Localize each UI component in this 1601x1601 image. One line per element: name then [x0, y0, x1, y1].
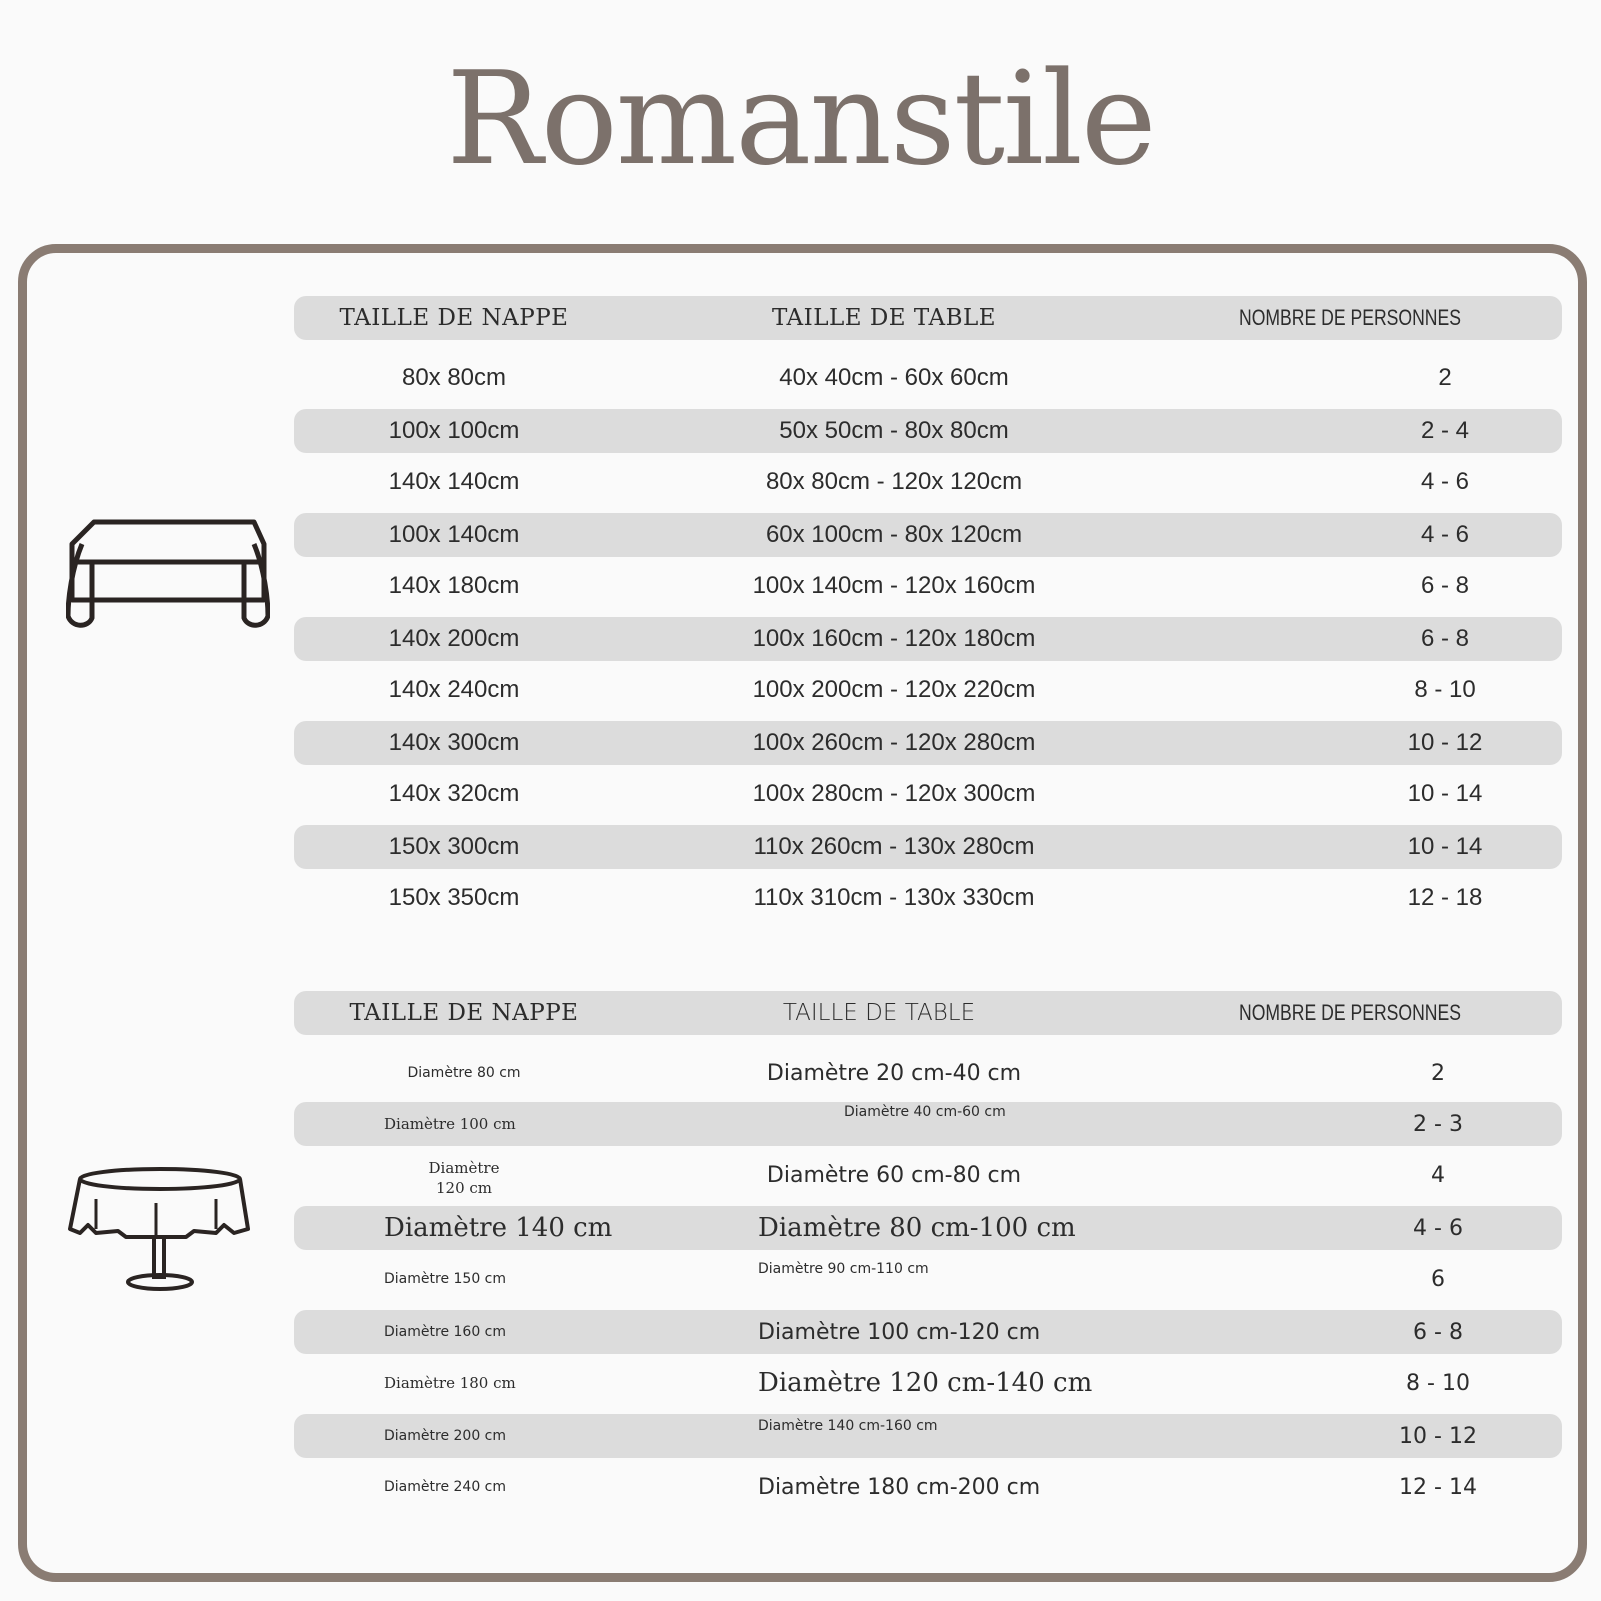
people-count-cell: 6: [1431, 1266, 1445, 1292]
tablecloth-size-cell: Diamètre 180 cm: [384, 1374, 516, 1392]
header-people-count: NOMBRE DE PERSONNES: [1239, 1000, 1461, 1025]
tablecloth-size-cell: 150x 300cm: [388, 833, 520, 860]
round-size-table: [294, 991, 1562, 1509]
rectangular-table-icon: [66, 518, 270, 630]
table-size-cell: Diamètre 40 cm-60 cm: [844, 1104, 1006, 1120]
table-size-cell: 60x 100cm - 80x 120cm: [765, 521, 1023, 548]
table-row: [294, 564, 1562, 608]
tablecloth-size-cell: Diamètre 200 cm: [384, 1428, 507, 1444]
people-count-cell: 6 - 8: [1420, 625, 1470, 652]
header-tablecloth-size: TAILLE DE NAPPE: [349, 1000, 579, 1026]
rectangular-size-table: [294, 296, 1562, 920]
people-count-cell: 10 - 12: [1399, 1423, 1477, 1449]
people-count-cell: 12 - 18: [1407, 884, 1483, 911]
table-size-cell: 100x 280cm - 120x 300cm: [752, 780, 1036, 807]
table-size-cell: Diamètre 80 cm-100 cm: [758, 1213, 1076, 1243]
table-header-row: [294, 991, 1562, 1035]
people-count-cell: 10 - 12: [1407, 729, 1483, 756]
tablecloth-size-cell: Diamètre 80 cm: [407, 1065, 521, 1081]
tablecloth-size-cell: Diamètre 140 cm: [384, 1213, 613, 1243]
table-size-cell: 110x 310cm - 130x 330cm: [753, 884, 1035, 911]
round-table-icon: [66, 1167, 252, 1295]
table-size-cell: 40x 40cm - 60x 60cm: [779, 364, 1009, 391]
table-row: [294, 1206, 1562, 1250]
people-count-cell: 12 - 14: [1399, 1474, 1477, 1500]
header-people-count: NOMBRE DE PERSONNES: [1239, 305, 1461, 330]
table-size-cell: 100x 260cm - 120x 280cm: [752, 729, 1036, 756]
tablecloth-size-cell: 140x 300cm: [388, 729, 520, 756]
table-row: [294, 1102, 1562, 1146]
tablecloth-size-cell: 80x 80cm: [401, 364, 507, 391]
table-size-cell: 80x 80cm - 120x 120cm: [765, 468, 1023, 495]
people-count-cell: 8 - 10: [1406, 1370, 1470, 1396]
table-size-cell: Diamètre 60 cm-80 cm: [766, 1162, 1022, 1188]
table-size-cell: 50x 50cm - 80x 80cm: [779, 417, 1009, 444]
table-size-cell: Diamètre 90 cm-110 cm: [758, 1261, 929, 1277]
table-row: [294, 1465, 1562, 1509]
table-header-row: [294, 296, 1562, 340]
table-size-cell: 100x 160cm - 120x 180cm: [752, 625, 1036, 652]
table-row: [294, 825, 1562, 869]
table-row: [294, 876, 1562, 920]
tablecloth-size-cell: Diamètre 240 cm: [384, 1479, 507, 1495]
table-row: [294, 1310, 1562, 1354]
tablecloth-size-cell: 140x 140cm: [388, 468, 520, 495]
table-size-cell: 110x 260cm - 130x 280cm: [753, 833, 1035, 860]
tablecloth-size-cell: 100x 100cm: [388, 417, 520, 444]
table-row: [294, 1153, 1562, 1197]
table-row: [294, 721, 1562, 765]
brand-logo: Romanstile: [446, 45, 1155, 194]
tablecloth-size-cell: 140x 180cm: [388, 572, 520, 599]
table-size-cell: Diamètre 100 cm-120 cm: [758, 1319, 1041, 1345]
tablecloth-size-cell: Diamètre 160 cm: [384, 1324, 507, 1340]
people-count-cell: 4 - 6: [1420, 521, 1470, 548]
header-tablecloth-size: TAILLE DE NAPPE: [339, 305, 569, 331]
header-table-size: TAILLE DE TABLE: [771, 305, 997, 331]
people-count-cell: 2: [1431, 1060, 1445, 1086]
table-row: [294, 772, 1562, 816]
tablecloth-size-cell: Diamètre 150 cm: [384, 1271, 507, 1287]
table-size-cell: Diamètre 120 cm-140 cm: [758, 1368, 1093, 1398]
table-row: [294, 1051, 1562, 1095]
table-size-cell: Diamètre 180 cm-200 cm: [758, 1474, 1041, 1500]
tablecloth-size-cell: 150x 350cm: [388, 884, 520, 911]
people-count-cell: 2 - 3: [1413, 1111, 1463, 1137]
tablecloth-size-cell: Diamètre 100 cm: [384, 1115, 516, 1133]
table-row: [294, 409, 1562, 453]
people-count-cell: 6 - 8: [1413, 1319, 1463, 1345]
people-count-cell: 8 - 10: [1414, 676, 1476, 703]
people-count-cell: 10 - 14: [1407, 833, 1483, 860]
tablecloth-size-cell: 140x 320cm: [388, 780, 520, 807]
table-size-cell: Diamètre 20 cm-40 cm: [766, 1060, 1022, 1086]
tablecloth-size-cell: Diamètre 120 cm: [428, 1159, 500, 1197]
table-size-cell: 100x 200cm - 120x 220cm: [752, 676, 1036, 703]
table-row: [294, 356, 1562, 400]
tablecloth-size-cell: 140x 240cm: [388, 676, 520, 703]
table-row: [294, 1414, 1562, 1458]
people-count-cell: 2: [1438, 364, 1452, 391]
tablecloth-size-cell: 100x 140cm: [388, 521, 520, 548]
people-count-cell: 4 - 6: [1413, 1215, 1463, 1241]
table-size-cell: 100x 140cm - 120x 160cm: [752, 572, 1036, 599]
table-row: [294, 668, 1562, 712]
people-count-cell: 2 - 4: [1420, 417, 1470, 444]
table-row: [294, 513, 1562, 557]
table-row: [294, 1257, 1562, 1301]
people-count-cell: 10 - 14: [1407, 780, 1483, 807]
people-count-cell: 6 - 8: [1420, 572, 1470, 599]
header-table-size: TAILLE DE TABLE: [782, 1000, 976, 1026]
table-row: [294, 1361, 1562, 1405]
table-row: [294, 460, 1562, 504]
table-size-cell: Diamètre 140 cm-160 cm: [758, 1418, 938, 1434]
tablecloth-size-cell: 140x 200cm: [388, 625, 520, 652]
people-count-cell: 4 - 6: [1420, 468, 1470, 495]
people-count-cell: 4: [1431, 1162, 1445, 1188]
table-row: [294, 617, 1562, 661]
